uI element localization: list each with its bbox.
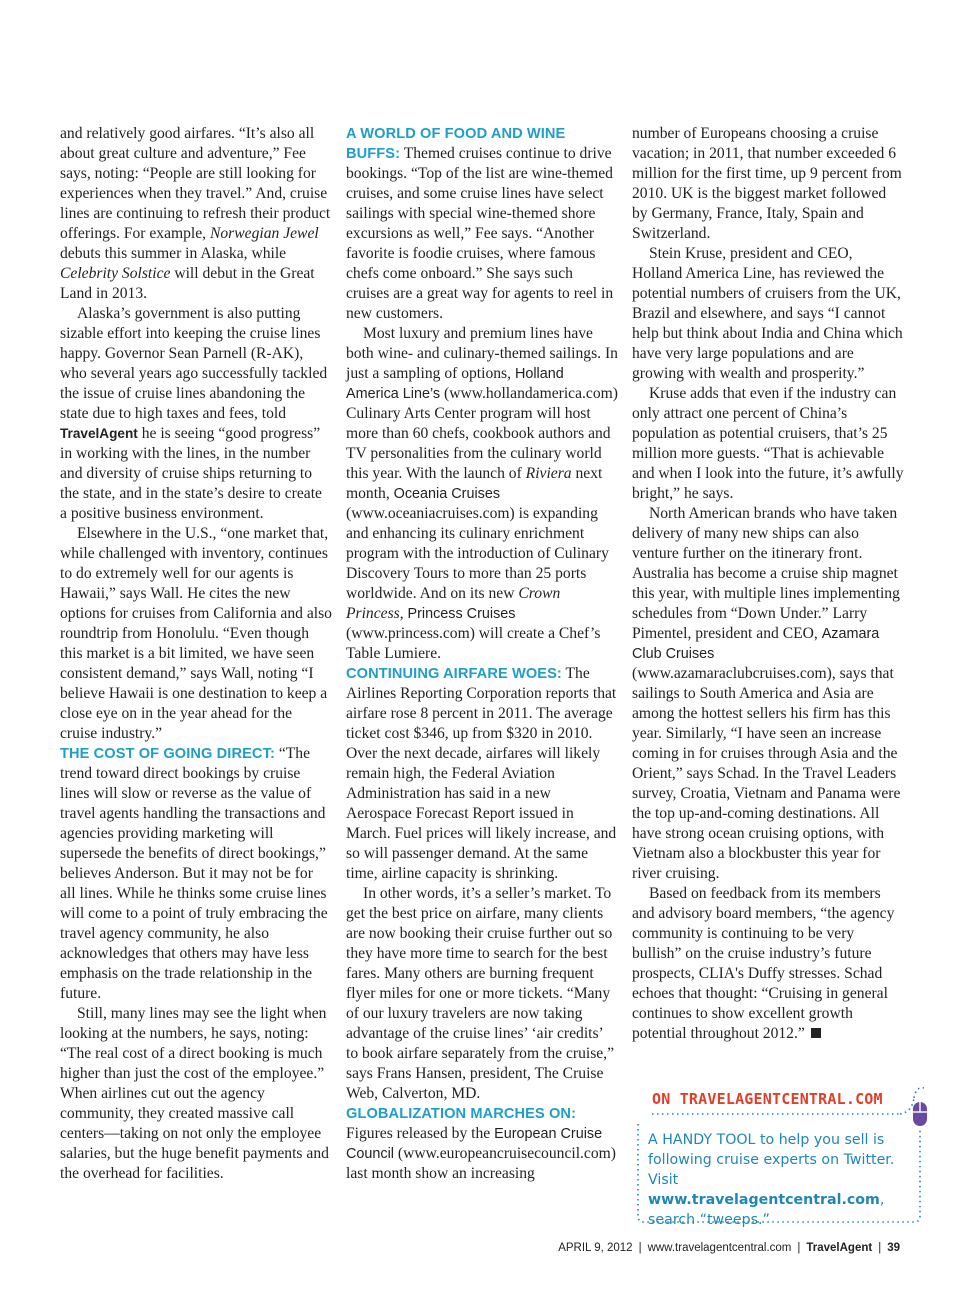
paragraph: CONTINUING AIRFARE WOES: The Airlines Reporting Corporation reports that airfare rose 8 percent in 2011. The average ticket cost $346, up from $320 in 2010. Over the next decade, airfares will likely remain high, the Federal Aviation Administration has said in a new Aerospace Forecast Report issued in March. Fuel prices will likely increase, and so will passenger demand. At the same time, airline capacity is shrinking. [346,665,617,882]
issue-date: APRIL 9, 2012 [558,1242,633,1254]
page-footer [558,1242,900,1254]
footer-separator: | [638,1242,642,1254]
paragraph: and relatively good airfares. “It’s also all about great culture and adventure,” Fee says, noting: “People are still looking for experiences when they travel.” And, cruise lines are continuing to refresh their product offerings. For example, Norwegian Jewel debuts this summer in Alaska, while Celebrity Solstice will debut in the Great Land in 2013. [60,125,331,302]
paragraph: GLOBALIZATION MARCHES ON: Figures released by the European Cruise Council (www.europeancruisecouncil.com) last month show an increasing [346,1106,616,1182]
paragraph: A WORLD OF FOOD AND WINE BUFFS: Themed cruises continue to drive bookings. “Top of the list are wine-themed cruises, and some cruise lines have select sailings with special wine-themed shore excursions as well,” Fee says. “Another favorite is foodie cruises, where famous chefs come onboard.” She says such cruises are a great way for agents to reel in new customers. [346,126,614,322]
article-column-2 [346,124,618,1184]
sidebar-text: A HANDY TOOL to help you sell is following cruise experts on Twitter. Visit www.travelagentcentral.com, search “tweeps.” [648,1132,895,1228]
article-column-1 [60,124,332,1184]
paragraph: Kruse adds that even if the industry can only attract one percent of China’s population as potential cruisers, that’s 25 million more guests. “That is achievable and when I look into the future, it’s awfully bright,” he says. [632,385,904,502]
section-heading: GLOBALIZATION MARCHES ON: [346,1106,577,1122]
brand-name: Azamara Club Cruises [632,626,880,662]
brand-name: Oceania Cruises [393,486,501,502]
section-heading: CONTINUING AIRFARE WOES: [346,666,562,682]
brand-name: European Cruise Council [346,1126,603,1162]
website-link[interactable]: www.travelagentcentral.com [648,1192,880,1208]
article-column-3 [632,124,904,1044]
footer-separator: | [797,1242,801,1254]
footer-separator: | [878,1242,882,1254]
end-mark-icon [811,1028,821,1038]
section-heading: THE COST OF GOING DIRECT: [60,746,275,762]
paragraph: North American brands who have taken delivery of many new ships can also venture further on the itinerary front. Australia has become a cruise ship magnet this year, with multiple lines implementing schedules from “Down Under.” Larry Pimentel, president and CEO, Azamara Club Cruises (www.azamaraclubcruises.com), says that sailings to South America and Asia are among the hottest sellers his firm has this year. Similarly, “I have seen an increase coming in for cruises through Asia and the Orient,” says Schad. In the Travel Leaders survey, Croatia, Vietnam and Panama were the top up-and-coming destinations. All have strong ocean cruising options, with Vietnam also a blockbuster this year for river cruising. [632,505,901,882]
brand-name: Holland America Line’s [346,366,564,402]
paragraph: Elsewhere in the U.S., “one market that, while challenged with inventory, continues to do extremely well for our agents is Hawaii,” says Wall. He cites the new options for cruises from California and also roundtrip from Honolulu. “Even though this market is a bit limited, we have seen consistent demand,” says Wall, noting “I believe Hawaii is one destination to keep a close eye on in the year ahead for the cruise industry.” [60,525,332,742]
paragraph: Based on feedback from its members and advisory board members, “the agency community is continuing to be very bullish” on the cruise industry’s future prospects, CLIA's Duffy stresses. Schad echoes that thought: “Cruising in general continues to show excellent growth potential throughout 2012.” [632,885,895,1042]
brand-name: Princess Cruises [407,606,516,622]
footer-url[interactable]: www.travelagentcentral.com [647,1242,792,1254]
paragraph: Most luxury and premium lines have both wine- and culinary-themed sailings. In just a sampling of options, Holland America Line’s (www.hollandamerica.com) Culinary Arts Center program will host more than 60 chefs, cookbook authors and TV personalities from the culinary world this year. With the launch of Riviera next month, Oceania Cruises (www.oceaniacruises.com) is expanding and enhancing its culinary enrichment program with the introduction of Culinary Discovery Tours to more than 25 ports worldwide. And on its new Crown Princess, Princess Cruises (www.princess.com) will create a Chef’s Table Lumiere. [346,325,618,662]
paragraph: In other words, it’s a seller’s market. To get the best price on airfare, many clients are now booking their cruise further out so they have more time to search for the best fares. Many others are burning frequent flyer miles for one or more tickets. “Many of our luxury travelers are now taking advantage of the cruise lines’ ‘air credits’ to book airfare separately from the cruise,” says Frans Hansen, president, The Cruise Web, Calverton, MD. [346,885,615,1102]
paragraph: Alaska’s government is also putting sizable effort into keeping the cruise lines happy. Governor Sean Parnell (R-AK), who several years ago successfully tackled the issue of cruise lines abandoning the state due to high taxes and fees, told TravelAgent he is seeing “good progress” in working with the lines, in the number and diversity of cruise ships returning to the state, and in the state’s desire to create a positive business environment. [60,305,328,522]
sidebar-heading: ON TRAVELAGENTCENTRAL.COM [652,1090,883,1108]
paragraph: number of Europeans choosing a cruise vacation; in 2011, that number exceeded 6 million for the first time, up 9 percent from 2010. UK is the biggest market followed by Germany, France, Italy, Spain and Switzerland. [632,125,902,242]
paragraph: Stein Kruse, president and CEO, Holland America Line, has reviewed the potential numbers of cruisers from the UK, Brazil and elsewhere, and says “I cannot help but think about India and China which have very large populations and are growing with wealth and prosperity.” [632,245,903,382]
paragraph: THE COST OF GOING DIRECT: “The trend toward direct bookings by cruise lines will slow or reverse as the value of travel agents handling the transactions and agencies providing marketing will supersede the benefits of direct bookings,” believes Anderson. But it may not be for all lines. While he thinks some cruise lines will come to a point of truly embracing the travel agency community, he also acknowledges that others may have less emphasis on the trade relationship in the future. [60,745,328,1002]
computer-mouse-icon [913,1102,927,1126]
publication-name: TravelAgent [60,426,138,441]
online-sidebar [632,1082,932,1228]
page-number: 39 [887,1242,900,1254]
section-heading: A WORLD OF FOOD AND WINE BUFFS: [346,126,566,162]
publication-name: TravelAgent [806,1242,873,1254]
paragraph: Still, many lines may see the light when looking at the numbers, he says, noting: “The real cost of a direct booking is much higher than just the cost of the employee.” When airlines cut out the agency community, they created massive call centers—taking on not only the employee salaries, but the huge benefit payments and the overhead for facilities. [60,1005,329,1182]
